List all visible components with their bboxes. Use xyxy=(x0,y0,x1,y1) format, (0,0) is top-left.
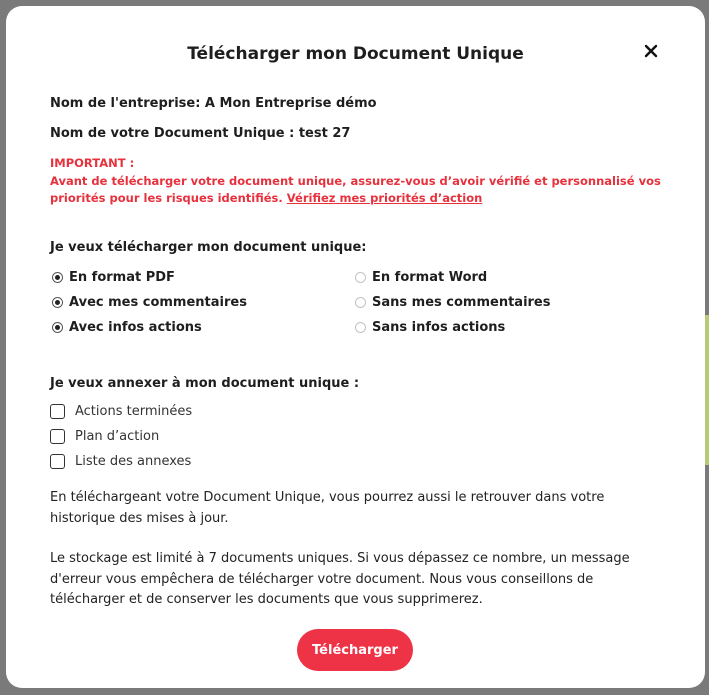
checkbox-action-plan[interactable] xyxy=(50,429,159,444)
history-info-paragraph: En téléchargeant votre Document Unique, vous pourrez aussi le retrouver dans votre historique des mises à jour. xyxy=(50,490,605,526)
checkbox-label: Plan d’action xyxy=(75,429,160,444)
radio-button[interactable] xyxy=(52,272,63,283)
checkbox[interactable] xyxy=(50,429,65,444)
radio-label: Avec mes commentaires xyxy=(69,295,247,310)
close-icon xyxy=(644,44,658,58)
radio-word-format[interactable] xyxy=(355,270,487,285)
radio-label: Sans mes commentaires xyxy=(372,295,551,310)
checkbox-completed-actions[interactable] xyxy=(50,404,192,419)
close-button[interactable] xyxy=(640,40,662,62)
storage-limit-paragraph: Le stockage est limité à 7 documents uniques. Si vous dépassez ce nombre, un message d'erreur vous empêchera de télécharger votre document. Nous vous conseillons de télécharger et de conserver les documents que vous supprimerez. xyxy=(50,551,630,607)
radio-button[interactable] xyxy=(355,272,366,283)
radio-with-action-info[interactable] xyxy=(52,320,202,335)
company-name-line: Nom de l'entreprise: A Mon Entreprise démo xyxy=(50,96,377,111)
warning-block xyxy=(50,155,670,208)
radio-label: En format Word xyxy=(372,270,488,285)
radio-with-comments[interactable] xyxy=(52,295,247,310)
checkbox[interactable] xyxy=(50,454,65,469)
radio-without-action-info[interactable] xyxy=(355,320,505,335)
radio-label: En format PDF xyxy=(69,270,175,285)
annex-section-title: Je veux annexer à mon document unique : xyxy=(50,376,360,391)
radio-button[interactable] xyxy=(355,297,366,308)
checkbox[interactable] xyxy=(50,404,65,419)
radio-label: Sans infos actions xyxy=(372,320,506,335)
checkbox-label: Actions terminées xyxy=(75,404,193,419)
warning-heading: IMPORTANT : xyxy=(50,156,135,170)
checkbox-label: Liste des annexes xyxy=(75,454,192,469)
verify-priorities-link[interactable]: Vérifiez mes priorités d’action xyxy=(286,191,483,205)
radio-button[interactable] xyxy=(52,297,63,308)
document-name-line: Nom de votre Document Unique : test 27 xyxy=(50,126,351,141)
radio-pdf-format[interactable] xyxy=(52,270,175,285)
download-button[interactable]: Télécharger xyxy=(297,629,413,671)
warning-text: Avant de télécharger votre document unique, assurez-vous d’avoir vérifié et personnalisé vos priorités pour les risques identifiés. xyxy=(50,173,661,205)
radio-button[interactable] xyxy=(355,322,366,333)
download-section-title: Je veux télécharger mon document unique: xyxy=(50,240,367,255)
radio-button[interactable] xyxy=(52,322,63,333)
radio-label: Avec infos actions xyxy=(69,320,202,335)
dialog-title: Télécharger mon Document Unique xyxy=(187,44,524,64)
checkbox-annex-list[interactable] xyxy=(50,454,191,469)
radio-without-comments[interactable] xyxy=(355,295,551,310)
download-dialog xyxy=(6,6,705,688)
